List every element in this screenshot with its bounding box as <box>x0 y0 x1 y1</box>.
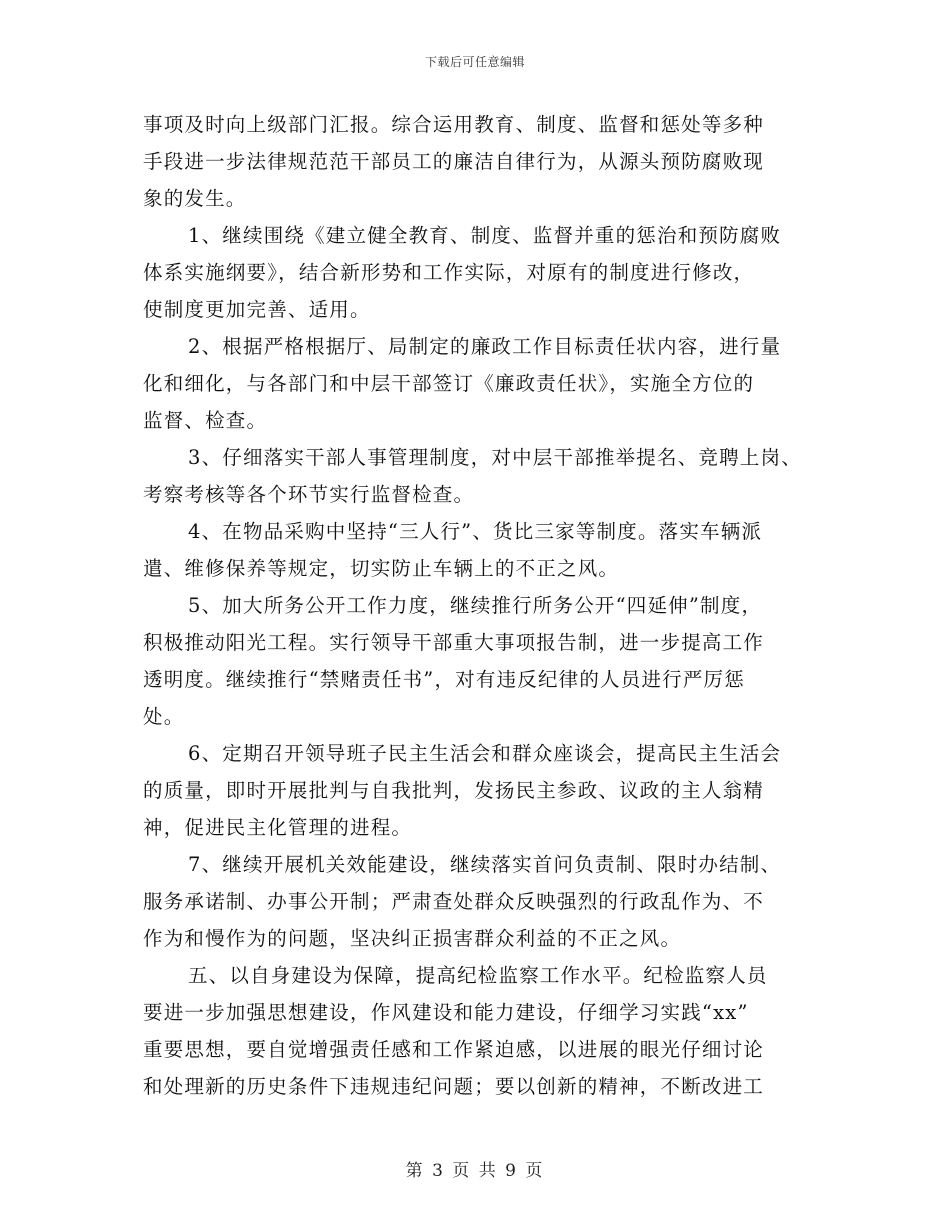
body-line: 2、根据严格根据厅、局制定的廉政工作目标责任状内容，进行量 <box>188 335 782 358</box>
body-line: 3、仔细落实干部人事管理制度，对中层干部推举提名、竞聘上岗、 <box>188 446 802 469</box>
body-line: 服务承诺制、办事公开制；严肃查处群众反映强烈的行政乱作为、不 <box>143 890 765 913</box>
body-line: 遣、维修保养等规定，切实防止车辆上的不正之风。 <box>143 557 620 580</box>
body-line: 重要思想，要自觉增强责任感和工作紧迫感，以进展的眼光仔细讨论 <box>143 1038 765 1061</box>
body-line: 处。 <box>143 705 185 728</box>
body-line: 化和细化，与各部门和中层干部签订《廉政责任状》，实施全方位的 <box>143 372 755 395</box>
body-line: 考察考核等各个环节实行监督检查。 <box>143 483 475 506</box>
body-line: 4、在物品采购中坚持“三人行”、货比三家等制度。落实车辆派 <box>188 520 763 543</box>
body-line: 象的发生。 <box>143 187 247 210</box>
body-line: 的质量，即时开展批判与自我批判，发扬民主参政、议政的主人翁精 <box>143 779 765 802</box>
body-line: 积极推动阳光工程。实行领导干部重大事项报告制，进一步提高工作 <box>143 631 765 654</box>
body-line: 使制度更加完善、适用。 <box>143 298 371 321</box>
body-line: 作为和慢作为的问题，坚决纠正损害群众利益的不正之风。 <box>143 927 682 950</box>
body-line: 监督、检查。 <box>143 409 268 432</box>
body-line: 神，促进民主化管理的进程。 <box>143 816 413 839</box>
body-line: 手段进一步法律规范范干部员工的廉洁自律行为，从源头预防腐败现 <box>143 150 765 173</box>
body-line: 和处理新的历史条件下违规违纪问题；要以创新的精神，不断改进工 <box>143 1075 765 1098</box>
body-line: 事项及时向上级部门汇报。综合运用教育、制度、监督和惩处等多种 <box>143 113 765 136</box>
body-line: 1、继续围绕《建立健全教育、制度、监督并重的惩治和预防腐败 <box>188 224 782 247</box>
body-line: 7、继续开展机关效能建设，继续落实首问负责制、限时办结制、 <box>188 853 782 876</box>
document-body <box>143 106 807 1105</box>
body-line: 五、以自身建设为保障，提高纪检监察工作水平。纪检监察人员 <box>188 964 768 987</box>
body-line: 5、加大所务公开工作力度，继续推行所务公开“四延伸”制度， <box>188 594 763 617</box>
body-line: 透明度。继续推行“禁赌责任书”，对有违反纪律的人员进行严厉惩 <box>143 668 745 691</box>
body-line: 要进一步加强思想建设，作风建设和能力建设，仔细学习实践“xx” <box>143 1001 749 1024</box>
header-note: 下载后可任意编辑 <box>424 55 525 69</box>
page-number: 第 3 页 共 9 页 <box>405 1161 545 1181</box>
body-line: 体系实施纲要》，结合新形势和工作实际，对原有的制度进行修改， <box>143 261 755 284</box>
body-line: 6、定期召开领导班子民主生活会和群众座谈会，提高民主生活会 <box>188 742 782 765</box>
